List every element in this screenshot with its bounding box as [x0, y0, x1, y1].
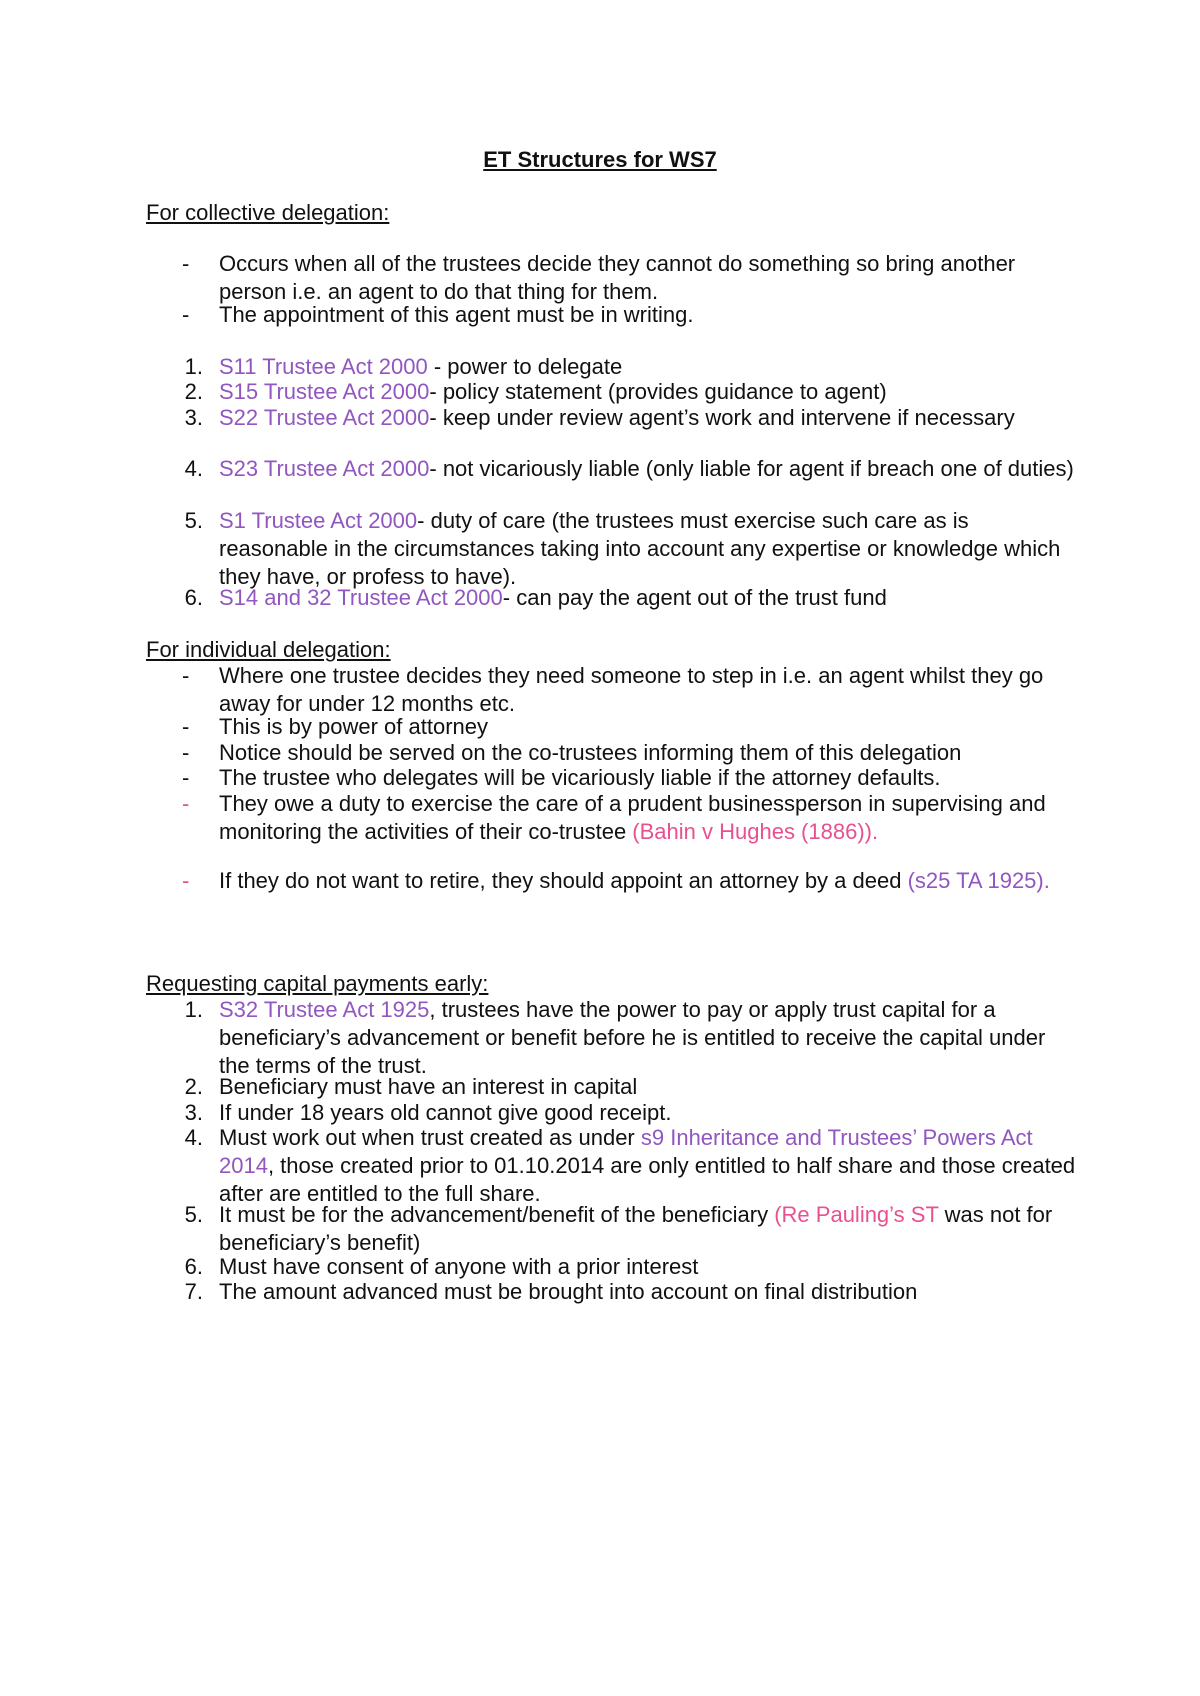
item-text: - power to delegate: [427, 354, 623, 379]
item-text: The amount advanced must be brought into account on final distribution: [219, 1279, 918, 1304]
case-reference: (Bahin v Hughes (1886)).: [632, 819, 879, 844]
list-item: [146, 250, 1076, 306]
item-text: If under 18 years old cannot give good receipt.: [219, 1100, 672, 1125]
list-item: [146, 1201, 1076, 1257]
bullet-mark: -: [182, 868, 190, 893]
item-number: 3.: [184, 1100, 203, 1125]
item-text: - duty of care (the trustees must exercise such care as is reasonable in the circumstances taking into account any expertise or knowledge which they have, or profess to have).: [219, 508, 1061, 589]
case-reference: (Re Pauling’s ST: [774, 1202, 939, 1227]
item-text: Notice should be served on the co-trustees informing them of this delegation: [219, 740, 962, 765]
bullet-mark: -: [182, 714, 190, 739]
list-item: [146, 378, 1076, 406]
item-number: 5.: [184, 508, 203, 533]
statute-reference: S11 Trustee Act 2000: [219, 354, 428, 379]
list-item: [146, 1099, 1076, 1127]
item-text: Occurs when all of the trustees decide they cannot do something so bring another person i.e. an agent to do that thing for them.: [219, 251, 1016, 304]
item-number: 4.: [184, 456, 203, 481]
item-number: 1.: [184, 997, 203, 1022]
list-item: [146, 584, 1076, 612]
item-text: was not for beneficiary’s benefit): [219, 1202, 1053, 1255]
list-item: [146, 1253, 1076, 1281]
statute-reference: (s25 TA 1925).: [907, 868, 1050, 893]
list-item: [146, 353, 1076, 381]
item-number: 1.: [184, 354, 203, 379]
item-text: They owe a duty to exercise the care of a prudent businessperson in supervising and monitoring the activities of their co-trustee: [219, 791, 1046, 844]
item-text: , those created prior to 01.10.2014 are only entitled to half share and those created after are entitled to the full share.: [219, 1153, 1076, 1206]
item-number: 2.: [184, 379, 203, 404]
item-number: 2.: [184, 1074, 203, 1099]
item-text: This is by power of attorney: [219, 714, 489, 739]
item-text: Must work out when trust created as under: [219, 1125, 641, 1150]
statute-reference: S1 Trustee Act 2000: [219, 508, 418, 533]
list-item: [146, 507, 1076, 591]
item-text: If they do not want to retire, they should appoint an attorney by a deed: [219, 868, 908, 893]
item-text: The trustee who delegates will be vicariously liable if the attorney defaults.: [219, 765, 941, 790]
item-number: 5.: [184, 1202, 203, 1227]
statute-reference: S32 Trustee Act 1925: [219, 997, 430, 1022]
list-item: [146, 790, 1076, 846]
item-number: 6.: [184, 1254, 203, 1279]
item-number: 7.: [184, 1279, 203, 1304]
bullet-mark: -: [182, 302, 190, 327]
item-text: - keep under review agent’s work and intervene if necessary: [429, 405, 1015, 430]
list-item: [146, 739, 1076, 767]
list-item: [146, 301, 1076, 329]
item-text: - not vicariously liable (only liable for agent if breach one of duties): [429, 456, 1074, 481]
statute-reference: S22 Trustee Act 2000: [219, 405, 430, 430]
bullet-mark: -: [182, 765, 190, 790]
bullet-mark: -: [182, 740, 190, 765]
item-text: The appointment of this agent must be in writing.: [219, 302, 694, 327]
item-number: 6.: [184, 585, 203, 610]
list-item: [146, 867, 1076, 895]
item-number: 3.: [184, 405, 203, 430]
list-item: [146, 662, 1076, 718]
statute-reference: S23 Trustee Act 2000: [219, 456, 430, 481]
item-text: Where one trustee decides they need someone to step in i.e. an agent whilst they go away for under 12 months etc.: [219, 663, 1044, 716]
list-item: [146, 713, 1076, 741]
list-item: [146, 1278, 1076, 1306]
individual-heading: For individual delegation:: [146, 637, 391, 662]
item-text: It must be for the advancement/benefit of the beneficiary: [219, 1202, 775, 1227]
statute-reference: S14 and 32 Trustee Act 2000: [219, 585, 503, 610]
document-title: ET Structures for WS7: [483, 147, 717, 172]
bullet-mark: -: [182, 791, 190, 816]
item-text: - policy statement (provides guidance to agent): [429, 379, 887, 404]
item-number: 4.: [184, 1125, 203, 1150]
list-item: [146, 1073, 1076, 1101]
item-text: - can pay the agent out of the trust fund: [502, 585, 887, 610]
collective-heading: For collective delegation:: [146, 200, 390, 225]
statute-reference: s9 Inheritance and Trustees’ Powers Act 2014: [219, 1125, 1033, 1178]
capital-heading: Requesting capital payments early:: [146, 971, 489, 996]
item-text: Beneficiary must have an interest in capital: [219, 1074, 638, 1099]
list-item: [146, 1124, 1076, 1208]
statute-reference: S15 Trustee Act 2000: [219, 379, 430, 404]
list-item: [146, 996, 1076, 1080]
list-item: [146, 764, 1076, 792]
item-text: , trustees have the power to pay or apply trust capital for a beneficiary’s advancement or benefit before he is entitled to receive the capital under the terms of the trust.: [219, 997, 1046, 1078]
list-item: [146, 404, 1076, 432]
list-item: [146, 455, 1076, 483]
bullet-mark: -: [182, 251, 190, 276]
bullet-mark: -: [182, 663, 190, 688]
item-text: Must have consent of anyone with a prior interest: [219, 1254, 699, 1279]
